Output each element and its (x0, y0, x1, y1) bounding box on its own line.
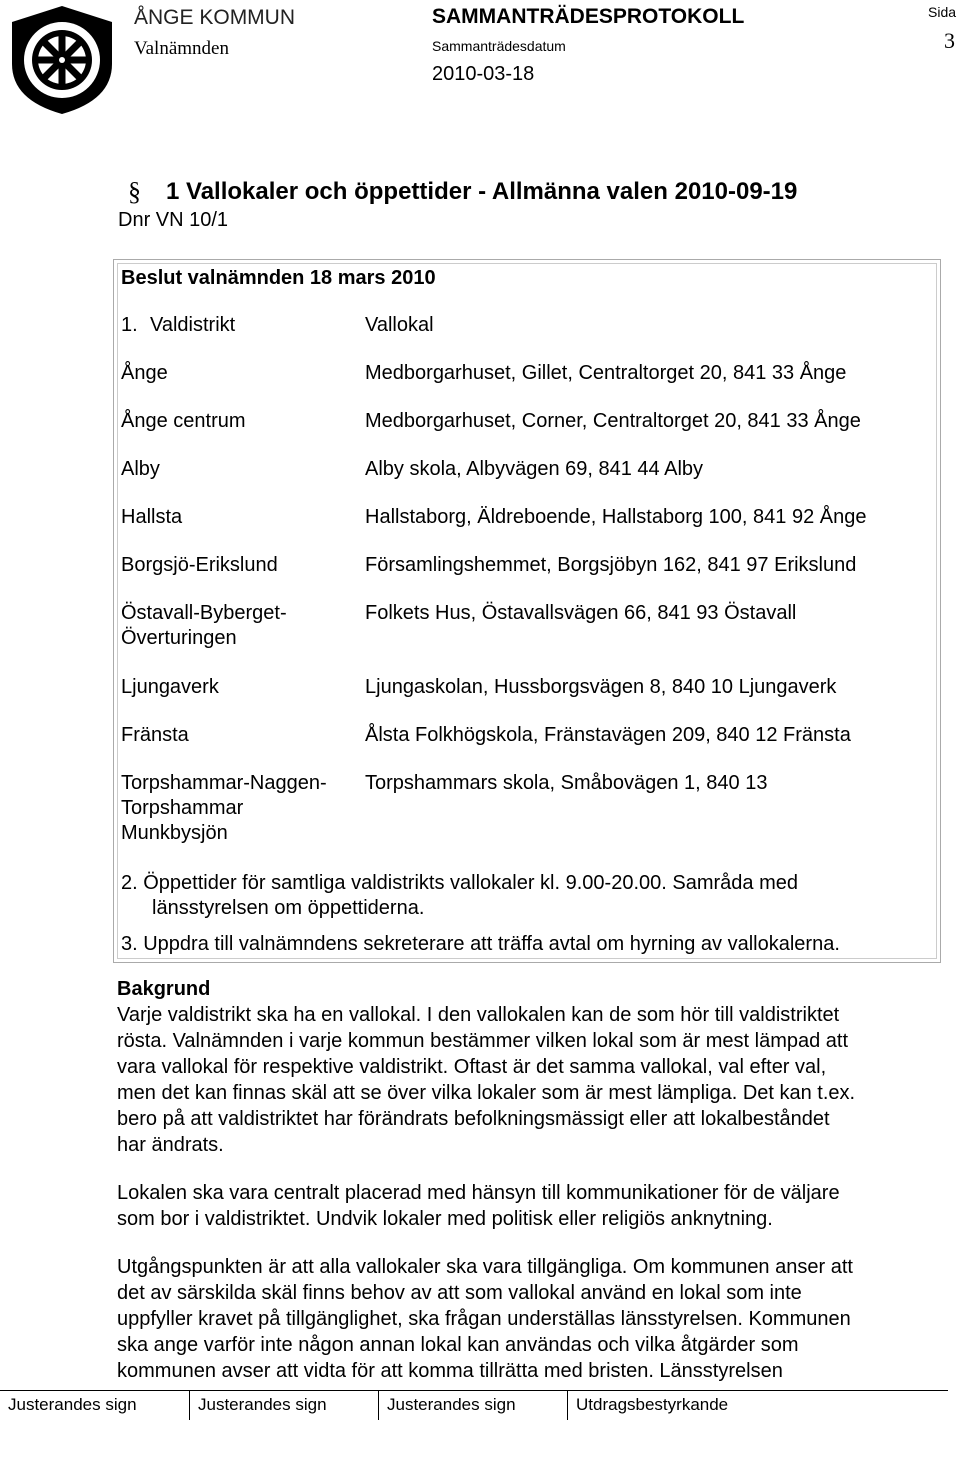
vallokal-address: Ålsta Folkhögskola, Fränstavägen 209, 840 12 Fränsta (365, 724, 851, 746)
committee-name: Valnämnden (134, 38, 229, 59)
vallokal-address: Församlingshemmet, Borgsjöbyn 162, 841 97 Erikslund (365, 554, 857, 576)
meeting-date: 2010-03-18 (432, 63, 535, 85)
decision-item-2: 2. Öppettider för samtliga valdistrikts vallokaler kl. 9.00-20.00. Samråda med (121, 872, 798, 894)
paragraph-sign: § (128, 177, 141, 206)
text-line: det av särskilda skäl finns behov av att som vallokal använd en lokal som inte (117, 1282, 802, 1304)
district-name-continued: Överturingen (121, 627, 237, 649)
footer-certification: Utdragsbestyrkande (576, 1395, 729, 1414)
text-line: Lokalen ska vara centralt placerad med hänsyn till kommunikationer för de väljare (117, 1182, 840, 1204)
vallokal-address: Torpshammars skola, Småbovägen 1, 840 13 (365, 772, 768, 794)
page-number: 3 (944, 28, 955, 53)
background-paragraph-1 (117, 1002, 947, 1158)
text-line: ska ange varför inte någon annan lokal kan användas och vilka åtgärder som (117, 1334, 799, 1356)
vallokal-address: Hallstaborg, Äldreboende, Hallstaborg 100, 841 92 Ånge (365, 506, 867, 528)
district-name-continued: Munkbysjön (121, 822, 228, 844)
district-name: Hallsta (121, 506, 183, 528)
text-line: kommunen avser att vidta för att komma tillrätta med bristen. Länsstyrelsen (117, 1360, 783, 1382)
municipality-name: ÅNGE KOMMUN (134, 6, 296, 29)
text-line: men det kan finnas skäl att se över vilka lokaler som är mest lämpliga. Det kan t.ex. (117, 1082, 856, 1104)
district-name: Torpshammar-Naggen- (121, 772, 327, 794)
district-name: Ånge centrum (121, 410, 246, 432)
background-paragraph-3 (117, 1254, 947, 1384)
decision-item-3: 3. Uppdra till valnämndens sekreterare att träffa avtal om hyrning av vallokalerna. (121, 933, 840, 955)
district-name: Ånge (121, 362, 168, 384)
vallokal-address: Medborgarhuset, Gillet, Centraltorget 20, 841 33 Ånge (365, 362, 847, 384)
section-title: 1 Vallokaler och öppettider - Allmänna valen 2010-09-19 (166, 178, 798, 205)
column-header-vallokal: Vallokal (365, 314, 434, 336)
text-line: uppfyller kravet på tillgänglighet, ska frågan underställas länsstyrelsen. Kommunen (117, 1308, 851, 1330)
decision-item-2-continued: länsstyrelsen om öppettiderna. (152, 897, 425, 919)
municipality-logo (6, 4, 118, 116)
diary-number: Dnr VN 10/1 (118, 209, 229, 231)
vallokal-address: Alby skola, Albyvägen 69, 841 44 Alby (365, 458, 704, 480)
footer-signature-1: Justerandes sign (8, 1395, 137, 1414)
district-name: Ljungaverk (121, 676, 219, 698)
text-line: Utgångspunkten är att alla vallokaler ska vara tillgängliga. Om kommunen anser att (117, 1256, 853, 1278)
protocol-title: SAMMANTRÄDESPROTOKOLL (432, 5, 745, 28)
district-name: Östavall-Byberget- (121, 602, 287, 624)
district-name-continued: Torpshammar (121, 797, 244, 819)
vallokal-address: Ljungaskolan, Hussborgsvägen 8, 840 10 Ljungaverk (365, 676, 837, 698)
background-paragraph-2 (117, 1180, 947, 1232)
text-line: bero på att valdistriktet har förändrats befolkningsmässigt eller att lokalbeståndet (117, 1108, 830, 1130)
district-name: Borgsjö-Erikslund (121, 554, 278, 576)
footer-rule (0, 1390, 948, 1391)
column-header-district: Valdistrikt (150, 314, 236, 336)
page-label: Sida (928, 4, 957, 20)
district-name: Alby (121, 458, 160, 480)
background-heading: Bakgrund (117, 978, 211, 1000)
text-line: vara vallokal för respektive valdistrikt. Oftast är det samma vallokal, val efter val, (117, 1056, 827, 1078)
text-line: Varje valdistrikt ska ha en vallokal. I den vallokalen kan de som hör till valdistriktet (117, 1004, 840, 1026)
footer-signature-2: Justerandes sign (198, 1395, 327, 1414)
text-line: rösta. Valnämnden i varje kommun bestämmer vilken lokal som är mest lämpad att (117, 1030, 849, 1052)
district-name: Fränsta (121, 724, 189, 746)
text-line: som bor i valdistriktet. Undvik lokaler med politisk eller religiös anknytning. (117, 1208, 773, 1230)
vallokal-address: Medborgarhuset, Corner, Centraltorget 20, 841 33 Ånge (365, 410, 861, 432)
text-line: har ändrats. (117, 1134, 224, 1156)
item-1-number: 1. (121, 314, 138, 336)
meeting-date-label: Sammanträdesdatum (432, 38, 566, 54)
footer-signature-3: Justerandes sign (387, 1395, 516, 1414)
decision-heading: Beslut valnämnden 18 mars 2010 (121, 267, 436, 289)
vallokal-address: Folkets Hus, Östavallsvägen 66, 841 93 Östavall (365, 602, 797, 624)
